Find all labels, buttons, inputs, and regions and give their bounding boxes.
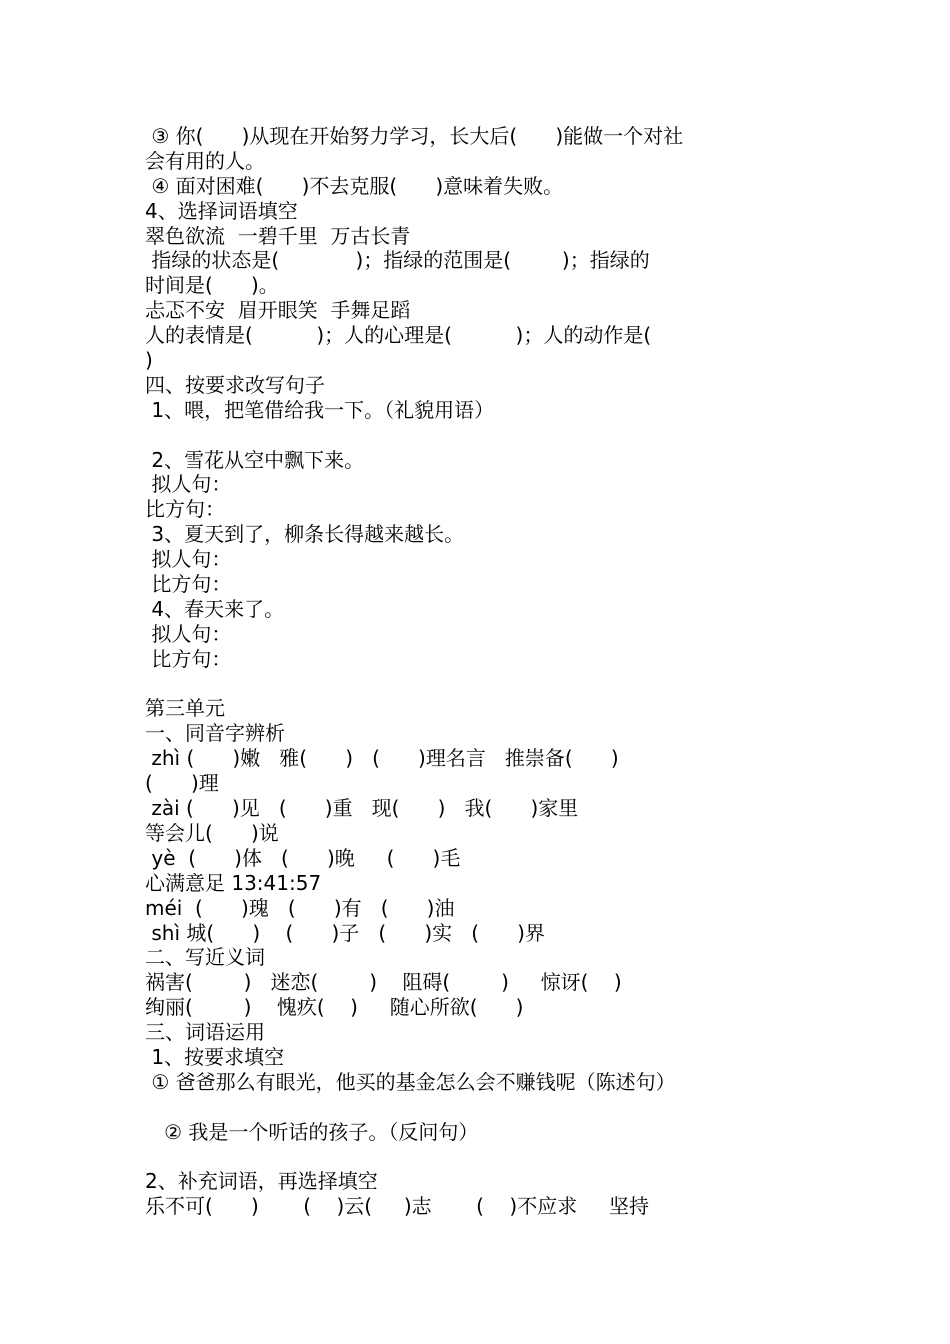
text-line: zhì ( )嫩 雅( ) ( )理名言 推崇备( ) — [145, 746, 619, 771]
word-options: 忐忑不安 眉开眼笑 手舞足蹈 — [145, 298, 411, 323]
unit-heading: 第三单元 — [145, 696, 225, 721]
text-line: 绚丽( ) 愧疚( ) 随心所欲( ) — [145, 995, 524, 1020]
section-heading: 一、同音字辨析 — [145, 721, 285, 746]
text-line: 心满意足 13:41:57 — [145, 870, 322, 895]
text-line: méi ( )瑰 ( )有 ( )油 — [145, 895, 455, 920]
blank-line — [145, 1145, 805, 1170]
text-line: ① 爸爸那么有眼光，他买的基金怎么会不赚钱呢（陈述句） — [145, 1069, 676, 1094]
text-line: 2、雪花从空中飘下来。 — [145, 447, 365, 472]
text-line: 会有用的人。 — [145, 148, 265, 173]
text-line: 祸害( ) 迷恋( ) 阻碍( ) 惊讶( ) — [145, 970, 622, 995]
text-line: 等会儿( )说 — [145, 820, 279, 845]
text-line: 3、夏天到了，柳条长得越来越长。 — [145, 522, 465, 547]
blank-line — [145, 672, 805, 697]
blank-line — [145, 1095, 805, 1120]
text-line: 4、春天来了。 — [145, 596, 285, 621]
text-line: 拟人句： — [145, 547, 232, 572]
section-heading: 四、按要求改写句子 — [145, 372, 325, 397]
text-line: 拟人句： — [145, 472, 232, 497]
section-heading: 三、词语运用 — [145, 1020, 265, 1045]
text-line: 时间是( )。 — [145, 273, 279, 298]
section-heading: 4、选择词语填空 — [145, 198, 298, 223]
text-line: zài ( )见 ( )重 现( ) 我( )家里 — [145, 796, 579, 821]
text-line: ③ 你( )从现在开始努力学习，长大后( )能做一个对社 — [145, 124, 684, 148]
text-line: 乐不可( ) ( )云( )志 ( )不应求 坚持 — [145, 1194, 650, 1219]
text-line: 比方句： — [145, 572, 232, 597]
section-heading: 2、补充词语，再选择填空 — [145, 1169, 378, 1194]
text-line: ② 我是一个听话的孩子。（反问句） — [145, 1119, 479, 1144]
text-line: 1、按要求填空 — [145, 1044, 285, 1069]
word-options: 翠色欲流 一碧千里 万古长青 — [145, 223, 411, 248]
text-line: 指绿的状态是( )；指绿的范围是( )；指绿的 — [145, 248, 650, 273]
text-line: ) — [145, 348, 153, 373]
blank-line — [145, 423, 805, 448]
text-line: 1、喂，把笔借给我一下。（礼貌用语） — [145, 397, 495, 422]
text-line: 比方句： — [145, 497, 225, 522]
text-line: 比方句： — [145, 646, 232, 671]
document-page — [145, 124, 805, 1219]
text-line: 拟人句： — [145, 621, 232, 646]
section-heading: 二、写近义词 — [145, 945, 265, 970]
text-line: ④ 面对困难( )不去克服( )意味着失败。 — [145, 173, 564, 198]
text-line: ( )理 — [145, 771, 219, 796]
text-line: shì 城( ) ( )子 ( )实 ( )界 — [145, 920, 545, 945]
text-line: yè ( )体 ( )晚 ( )毛 — [145, 845, 461, 870]
text-line: 人的表情是( )；人的心理是( )；人的动作是( — [145, 323, 652, 348]
